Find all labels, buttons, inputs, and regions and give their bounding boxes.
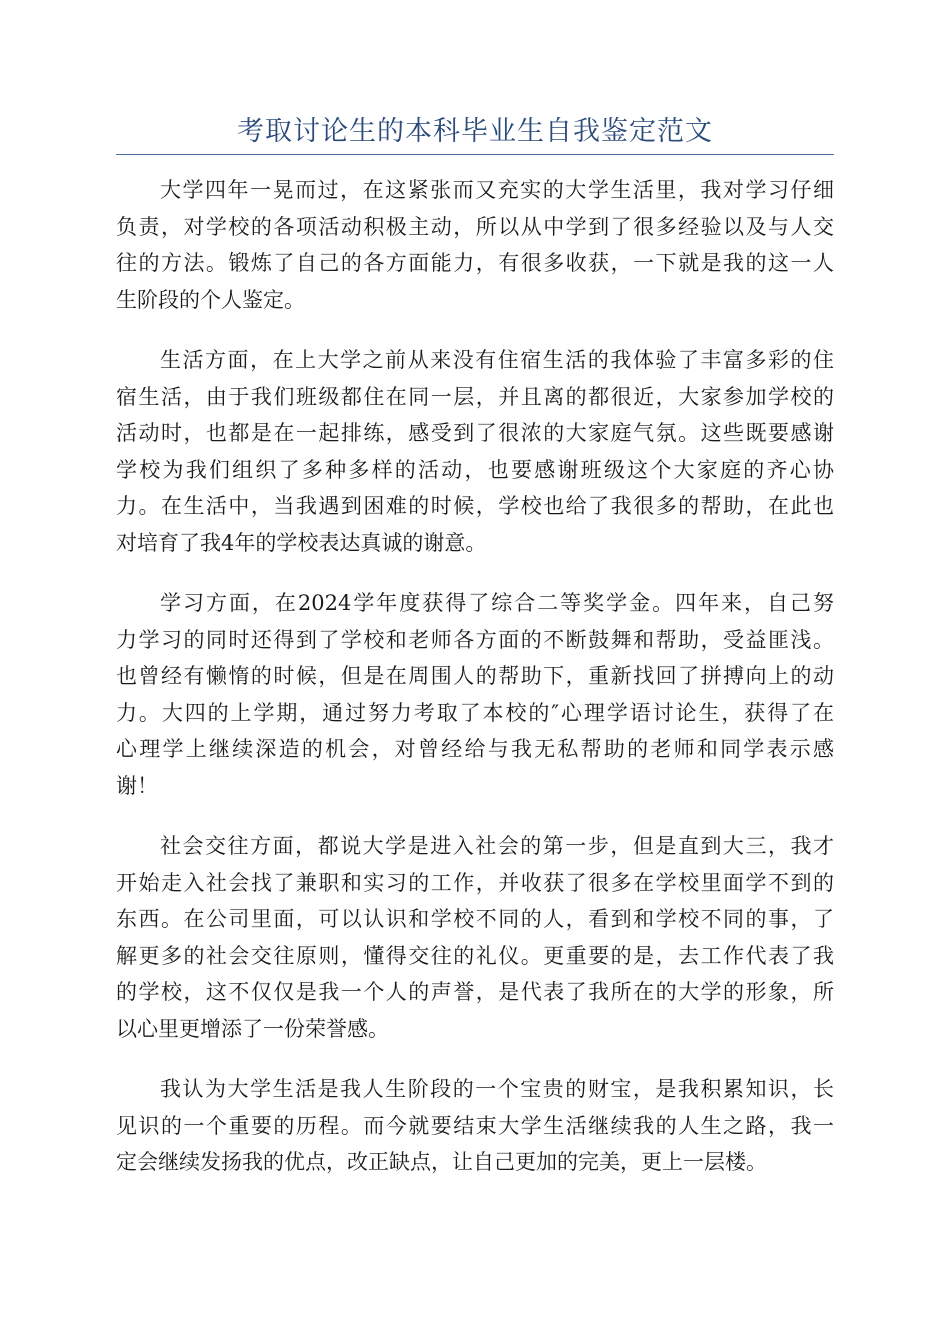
paragraph-line: 东西。在公司里面，可以认识和学校不同的人，看到和学校不同的事，了	[116, 907, 834, 931]
paragraph-line: 学习方面，在2024学年度获得了综合二等奖学金。四年来，自己努	[160, 591, 834, 615]
paragraph-line: 力。在生活中，当我遇到困难的时候，学校也给了我很多的帮助，在此也	[116, 494, 834, 518]
paragraph-line: 我认为大学生活是我人生阶段的一个宝贵的财宝，是我积累知识，长	[160, 1077, 834, 1101]
paragraph-line: 生活方面，在上大学之前从来没有住宿生活的我体验了丰富多彩的住	[160, 348, 834, 372]
paragraph-line: 解更多的社会交往原则，懂得交往的礼仪。更重要的是，去工作代表了我	[116, 943, 834, 968]
paragraph-line: 对培育了我4年的学校表达真诚的谢意。	[116, 530, 487, 555]
paragraph-line: 见识的一个重要的历程。而今就要结束大学生活继续我的人生之路，我一	[116, 1113, 834, 1138]
paragraph-line: 学校为我们组织了多种多样的活动，也要感谢班级这个大家庭的齐心协	[116, 457, 834, 482]
paragraph-line: 谢！	[116, 773, 158, 798]
paragraph-line: 定会继续发扬我的优点，改正缺点，让自己更加的完美，更上一层楼。	[116, 1150, 767, 1174]
paragraph-line: 也曾经有懒惰的时候，但是在周围人的帮助下，重新找回了拼搏向上的动	[116, 664, 834, 688]
paragraph-line: 以心里更增添了一份荣誉感。	[116, 1016, 389, 1041]
paragraph	[116, 342, 834, 561]
paragraph-line: 心理学上继续深造的机会，对曾经给与我无私帮助的老师和同学表示感	[116, 737, 834, 761]
paragraph-line: 负责，对学校的各项活动积极主动，所以从中学到了很多经验以及与人交	[116, 214, 834, 239]
paragraph-line: 大学四年一晃而过，在这紧张而又充实的大学生活里，我对学习仔细	[160, 178, 834, 202]
paragraph-line: 开始走入社会找了兼职和实习的工作，并收获了很多在学校里面学不到的	[116, 870, 834, 895]
paragraph-line: 活动时，也都是在一起排练，感受到了很浓的大家庭气氛。这些既要感谢	[116, 421, 834, 445]
paragraph	[116, 172, 834, 318]
paragraph-line: 往的方法。锻炼了自己的各方面能力，有很多收获，一下就是我的这一人	[116, 251, 834, 275]
paragraph	[116, 585, 834, 804]
paragraph-line: 生阶段的个人鉴定。	[116, 287, 305, 312]
paragraph-line: 力。大四的上学期，通过努力考取了本校的″心理学语讨论生，获得了在	[116, 700, 834, 725]
paragraph-line: 社会交往方面，都说大学是进入社会的第一步，但是直到大三，我才	[160, 834, 834, 858]
document-title: 考取讨论生的本科毕业生自我鉴定范文	[237, 116, 713, 147]
paragraph-line: 力学习的同时还得到了学校和老师各方面的不断鼓舞和帮助，受益匪浅。	[116, 627, 834, 652]
paragraph-line: 的学校，这不仅仅是我一个人的声誉，是代表了我所在的大学的形象，所	[116, 980, 834, 1004]
paragraph	[116, 1071, 834, 1181]
paragraph	[116, 828, 834, 1047]
document-body	[116, 172, 834, 1205]
title-underline	[116, 154, 834, 155]
paragraph-line: 宿生活，由于我们班级都住在同一层，并且离的都很近，大家参加学校的	[116, 384, 834, 409]
